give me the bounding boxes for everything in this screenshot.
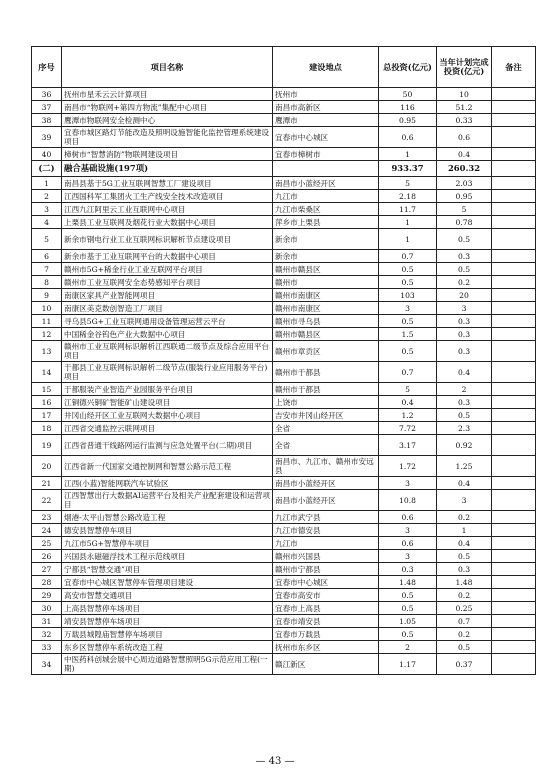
cell-seq: 36 bbox=[32, 88, 62, 101]
cell-plan: 0.3 bbox=[437, 315, 492, 328]
cell-total: 0.5 bbox=[379, 589, 437, 602]
table-row bbox=[32, 127, 536, 148]
cell-location: 赣州市兴国县 bbox=[273, 550, 379, 563]
cell-plan: 0.5 bbox=[437, 229, 492, 250]
cell-seq: 10 bbox=[32, 302, 62, 315]
cell-location: 赣州市寻乌县 bbox=[273, 315, 379, 328]
cell-seq: 16 bbox=[32, 396, 62, 409]
cell-note bbox=[492, 456, 536, 477]
cell-seq: 5 bbox=[32, 229, 62, 250]
cell-name: 南康区美克数创智造工厂项目 bbox=[62, 302, 273, 315]
cell-note bbox=[492, 302, 536, 315]
table-row bbox=[32, 289, 536, 302]
cell-note bbox=[492, 127, 536, 148]
cell-plan: 0.3 bbox=[437, 341, 492, 362]
table-row bbox=[32, 203, 536, 216]
cell-plan: 0.2 bbox=[437, 589, 492, 602]
cell-name: 江西省交通监控云联网项目 bbox=[62, 422, 273, 435]
cell-location: 赣州市南康区 bbox=[273, 289, 379, 302]
cell-name: 赣州市5G+稀金行业工业互联网平台项目 bbox=[62, 263, 273, 276]
table-row bbox=[32, 576, 536, 589]
cell-note bbox=[492, 490, 536, 511]
cell-seq: 11 bbox=[32, 315, 62, 328]
cell-note bbox=[492, 216, 536, 229]
cell-location bbox=[273, 161, 379, 177]
table-row bbox=[32, 550, 536, 563]
cell-plan: 2 bbox=[437, 383, 492, 396]
cell-location: 赣州市南康区 bbox=[273, 302, 379, 315]
cell-note bbox=[492, 524, 536, 537]
cell-total: 3 bbox=[379, 550, 437, 563]
cell-name: 南昌县基于5G工业互联网智慧工厂建设项目 bbox=[62, 177, 273, 190]
cell-seq: 19 bbox=[32, 435, 62, 456]
cell-location: 抚州市东乡区 bbox=[273, 641, 379, 654]
table-row bbox=[32, 302, 536, 315]
cell-total: 3.17 bbox=[379, 435, 437, 456]
cell-plan: 0.6 bbox=[437, 127, 492, 148]
cell-plan: 0.33 bbox=[437, 114, 492, 127]
cell-name: 南康区家具产业智能网项目 bbox=[62, 289, 273, 302]
cell-total: 0.6 bbox=[379, 127, 437, 148]
cell-note bbox=[492, 641, 536, 654]
cell-plan: 0.3 bbox=[437, 563, 492, 576]
table-row bbox=[32, 589, 536, 602]
table-row bbox=[32, 114, 536, 127]
cell-total: 1.48 bbox=[379, 576, 437, 589]
project-table bbox=[31, 46, 536, 675]
cell-name: 井冈山经开区工业互联网大数据中心项目 bbox=[62, 409, 273, 422]
cell-seq: 28 bbox=[32, 576, 62, 589]
document-sheet bbox=[31, 46, 535, 675]
cell-name: 樟树市“智慧消防”物联网建设项目 bbox=[62, 148, 273, 161]
cell-name: 赣州市工业互联网标识解析江西联通二级节点及综合应用平台项目 bbox=[62, 341, 273, 362]
cell-plan: 0.92 bbox=[437, 435, 492, 456]
cell-total: 2 bbox=[379, 641, 437, 654]
cell-name: 靖安县智慧停车场项目 bbox=[62, 615, 273, 628]
cell-name: 江西国科军工集团火工生产线安全技术改造项目 bbox=[62, 190, 273, 203]
cell-seq: 7 bbox=[32, 263, 62, 276]
cell-location: 九江市柴桑区 bbox=[273, 203, 379, 216]
cell-location: 九江市 bbox=[273, 190, 379, 203]
cell-total: 0.5 bbox=[379, 602, 437, 615]
cell-total: 1 bbox=[379, 229, 437, 250]
cell-plan: 3 bbox=[437, 490, 492, 511]
cell-total: 50 bbox=[379, 88, 437, 101]
cell-name: 上栗县工业互联网及烟花行业大数据中心项目 bbox=[62, 216, 273, 229]
cell-total: 0.6 bbox=[379, 537, 437, 550]
cell-plan: 1.25 bbox=[437, 456, 492, 477]
table-row bbox=[32, 524, 536, 537]
cell-note bbox=[492, 396, 536, 409]
cell-total: 103 bbox=[379, 289, 437, 302]
table-row bbox=[32, 315, 536, 328]
cell-total: 933.37 bbox=[379, 161, 437, 177]
cell-note bbox=[492, 615, 536, 628]
cell-seq: 30 bbox=[32, 602, 62, 615]
cell-location: 赣州市于都县 bbox=[273, 362, 379, 383]
table-row bbox=[32, 341, 536, 362]
cell-note bbox=[492, 203, 536, 216]
cell-seq: 12 bbox=[32, 328, 62, 341]
cell-total: 1.72 bbox=[379, 456, 437, 477]
cell-seq: 21 bbox=[32, 477, 62, 490]
table-row bbox=[32, 563, 536, 576]
cell-name: 宁都县“智慧交通”项目 bbox=[62, 563, 273, 576]
cell-plan: 1 bbox=[437, 524, 492, 537]
cell-location: 萍乡市上栗县 bbox=[273, 216, 379, 229]
cell-seq: 3 bbox=[32, 203, 62, 216]
cell-location: 赣州市 bbox=[273, 276, 379, 289]
cell-note bbox=[492, 341, 536, 362]
cell-name: 高安市智慧交通项目 bbox=[62, 589, 273, 602]
table-row bbox=[32, 216, 536, 229]
cell-location: 赣州市宁都县 bbox=[273, 563, 379, 576]
cell-name: 新余市钢电行业工业互联网标识解析节点建设项目 bbox=[62, 229, 273, 250]
cell-plan: 0.7 bbox=[437, 615, 492, 628]
cell-seq: 29 bbox=[32, 589, 62, 602]
cell-total: 116 bbox=[379, 101, 437, 114]
cell-seq: 24 bbox=[32, 524, 62, 537]
cell-name: 江西九江阿里云工业互联网中心项目 bbox=[62, 203, 273, 216]
cell-location: 新余市 bbox=[273, 250, 379, 263]
cell-seq: 15 bbox=[32, 383, 62, 396]
cell-note bbox=[492, 276, 536, 289]
cell-total: 0.3 bbox=[379, 563, 437, 576]
cell-total: 7.72 bbox=[379, 422, 437, 435]
cell-name: 江铜德兴铜矿智能矿山建设项目 bbox=[62, 396, 273, 409]
cell-note bbox=[492, 101, 536, 114]
cell-total: 0.5 bbox=[379, 263, 437, 276]
cell-seq: 37 bbox=[32, 101, 62, 114]
cell-location: 宜春市高安市 bbox=[273, 589, 379, 602]
table-row bbox=[32, 422, 536, 435]
cell-plan: 10 bbox=[437, 88, 492, 101]
cell-location: 九江市德安县 bbox=[273, 524, 379, 537]
cell-note bbox=[492, 148, 536, 161]
cell-note bbox=[492, 315, 536, 328]
cell-note bbox=[492, 654, 536, 675]
cell-location: 九江市 bbox=[273, 537, 379, 550]
cell-seq: 6 bbox=[32, 250, 62, 263]
table-row bbox=[32, 396, 536, 409]
cell-seq: 1 bbox=[32, 177, 62, 190]
table-header-row bbox=[32, 47, 536, 88]
cell-seq: 33 bbox=[32, 641, 62, 654]
cell-location: 赣州市赣县区 bbox=[273, 263, 379, 276]
table-row bbox=[32, 435, 536, 456]
cell-name: 江西省普通干线路网运行监测与应急处置平台(二期)项目 bbox=[62, 435, 273, 456]
header-name: 项目名称 bbox=[62, 47, 273, 88]
cell-plan: 260.32 bbox=[437, 161, 492, 177]
cell-seq: 39 bbox=[32, 127, 62, 148]
table-row bbox=[32, 148, 536, 161]
table-row bbox=[32, 101, 536, 114]
cell-name: 抚州市星禾云云计算项目 bbox=[62, 88, 273, 101]
table-row bbox=[32, 456, 536, 477]
table-row bbox=[32, 362, 536, 383]
cell-plan: 0.4 bbox=[437, 362, 492, 383]
cell-note bbox=[492, 383, 536, 396]
cell-seq: 2 bbox=[32, 190, 62, 203]
cell-note bbox=[492, 511, 536, 524]
cell-plan: 20 bbox=[437, 289, 492, 302]
cell-location: 宜春市樟树市 bbox=[273, 148, 379, 161]
cell-location: 赣州市章贡区 bbox=[273, 341, 379, 362]
cell-location: 宜春市靖安县 bbox=[273, 615, 379, 628]
cell-total: 1 bbox=[379, 216, 437, 229]
table-row bbox=[32, 409, 536, 422]
table-body bbox=[32, 88, 536, 675]
cell-name: 江西省新一代国家交通控制网和智慧公路示范工程 bbox=[62, 456, 273, 477]
cell-plan: 0.4 bbox=[437, 477, 492, 490]
cell-plan: 2.3 bbox=[437, 422, 492, 435]
cell-location: 赣江新区 bbox=[273, 654, 379, 675]
cell-seq: 40 bbox=[32, 148, 62, 161]
cell-name: 东乡区智慧停车系统改造工程 bbox=[62, 641, 273, 654]
cell-plan: 0.5 bbox=[437, 409, 492, 422]
cell-name: 南昌市“物联网+第四方物流”集配中心项目 bbox=[62, 101, 273, 114]
cell-seq: 22 bbox=[32, 490, 62, 511]
cell-note bbox=[492, 576, 536, 589]
page-number: — 43 — bbox=[255, 756, 295, 767]
cell-name: 宜春市中心城区智慧停车管理项目建设 bbox=[62, 576, 273, 589]
cell-plan: 0.5 bbox=[437, 263, 492, 276]
cell-seq: 17 bbox=[32, 409, 62, 422]
cell-note bbox=[492, 409, 536, 422]
cell-total: 0.4 bbox=[379, 396, 437, 409]
cell-total: 1.05 bbox=[379, 615, 437, 628]
table-row bbox=[32, 177, 536, 190]
cell-location: 南昌市、九江市、赣州市安远县 bbox=[273, 456, 379, 477]
table-row bbox=[32, 263, 536, 276]
table-row bbox=[32, 615, 536, 628]
cell-plan: 5 bbox=[437, 203, 492, 216]
cell-note bbox=[492, 422, 536, 435]
cell-total: 0.5 bbox=[379, 341, 437, 362]
table-row bbox=[32, 490, 536, 511]
cell-location: 赣州市赣县区 bbox=[273, 328, 379, 341]
cell-total: 0.6 bbox=[379, 511, 437, 524]
cell-note bbox=[492, 161, 536, 177]
cell-total: 3 bbox=[379, 477, 437, 490]
cell-plan: 0.2 bbox=[437, 511, 492, 524]
table-row bbox=[32, 602, 536, 615]
cell-total: 0.95 bbox=[379, 114, 437, 127]
cell-plan: 0.95 bbox=[437, 190, 492, 203]
cell-total: 0.5 bbox=[379, 276, 437, 289]
table-row bbox=[32, 229, 536, 250]
cell-name: 于都县工业互联网标识解析二级节点(服装行业应用服务平台)项目 bbox=[62, 362, 273, 383]
cell-total: 5 bbox=[379, 383, 437, 396]
table-row bbox=[32, 383, 536, 396]
cell-name: 新余市基于工业互联网平台的大数据中心项目 bbox=[62, 250, 273, 263]
cell-location: 宜春市中心城区 bbox=[273, 576, 379, 589]
header-total: 总投资(亿元) bbox=[379, 47, 437, 88]
cell-note bbox=[492, 177, 536, 190]
cell-location: 九江市武宁县 bbox=[273, 511, 379, 524]
cell-seq: 31 bbox=[32, 615, 62, 628]
cell-total: 0.5 bbox=[379, 315, 437, 328]
cell-location: 南昌市高新区 bbox=[273, 101, 379, 114]
cell-seq: 26 bbox=[32, 550, 62, 563]
cell-note bbox=[492, 477, 536, 490]
cell-location: 宜春市万载县 bbox=[273, 628, 379, 641]
cell-name: 寻乌县5G+工业互联网通用设备管理运营云平台 bbox=[62, 315, 273, 328]
cell-note bbox=[492, 114, 536, 127]
table-row bbox=[32, 641, 536, 654]
cell-total: 11.7 bbox=[379, 203, 437, 216]
cell-plan: 0.3 bbox=[437, 328, 492, 341]
cell-total: 1 bbox=[379, 148, 437, 161]
table-row bbox=[32, 537, 536, 550]
cell-name: 中医药科创城会展中心周边道路智慧照明5G示范应用工程(一期) bbox=[62, 654, 273, 675]
cell-note bbox=[492, 537, 536, 550]
cell-location: 宜春市中心城区 bbox=[273, 127, 379, 148]
cell-note bbox=[492, 435, 536, 456]
cell-name: 于都服装产业智造产业园服务平台项目 bbox=[62, 383, 273, 396]
cell-location: 南昌市小蓝经开区 bbox=[273, 490, 379, 511]
header-note: 备注 bbox=[492, 47, 536, 88]
cell-location: 宜春市上高县 bbox=[273, 602, 379, 615]
cell-location: 上饶市 bbox=[273, 396, 379, 409]
cell-location: 全省 bbox=[273, 435, 379, 456]
cell-total: 1.5 bbox=[379, 328, 437, 341]
cell-seq: (二) bbox=[32, 161, 62, 177]
cell-note bbox=[492, 263, 536, 276]
cell-location: 鹰潭市 bbox=[273, 114, 379, 127]
header-plan: 当年计划完成投资(亿元) bbox=[437, 47, 492, 88]
cell-plan: 0.3 bbox=[437, 396, 492, 409]
cell-location: 南昌市小蓝经开区 bbox=[273, 477, 379, 490]
cell-seq: 18 bbox=[32, 422, 62, 435]
cell-location: 南昌市小蓝经开区 bbox=[273, 177, 379, 190]
cell-seq: 23 bbox=[32, 511, 62, 524]
cell-note bbox=[492, 289, 536, 302]
table-row bbox=[32, 511, 536, 524]
cell-seq: 14 bbox=[32, 362, 62, 383]
table-row bbox=[32, 654, 536, 675]
table-row bbox=[32, 190, 536, 203]
cell-name: 德安县智慧停车项目 bbox=[62, 524, 273, 537]
cell-plan: 0.78 bbox=[437, 216, 492, 229]
cell-note bbox=[492, 88, 536, 101]
cell-name: 宜春市城区路灯节能改造及照明设施智能化监控管理系统建设项目 bbox=[62, 127, 273, 148]
header-location: 建设地点 bbox=[273, 47, 379, 88]
table-row bbox=[32, 477, 536, 490]
cell-note bbox=[492, 190, 536, 203]
cell-total: 3 bbox=[379, 302, 437, 315]
cell-name: 兴国县永磁磁浮技术工程示范线项目 bbox=[62, 550, 273, 563]
cell-seq: 9 bbox=[32, 289, 62, 302]
cell-total: 0.7 bbox=[379, 250, 437, 263]
cell-name: 赣州市工业互联网安全态势感知平台项目 bbox=[62, 276, 273, 289]
cell-name: 万载县城隍庙智慧停车场项目 bbox=[62, 628, 273, 641]
cell-note bbox=[492, 563, 536, 576]
cell-seq: 13 bbox=[32, 341, 62, 362]
cell-seq: 38 bbox=[32, 114, 62, 127]
cell-location: 吉安市井冈山经开区 bbox=[273, 409, 379, 422]
cell-name: 融合基础设施(197项) bbox=[62, 161, 273, 177]
cell-plan: 0.4 bbox=[437, 148, 492, 161]
cell-name: 上高县智慧停车场项目 bbox=[62, 602, 273, 615]
cell-total: 0.7 bbox=[379, 362, 437, 383]
cell-seq: 20 bbox=[32, 456, 62, 477]
cell-seq: 27 bbox=[32, 563, 62, 576]
cell-name: 烟港-太平山智慧公路改造工程 bbox=[62, 511, 273, 524]
header-seq: 序号 bbox=[32, 47, 62, 88]
cell-location: 抚州市 bbox=[273, 88, 379, 101]
cell-name: 江西智慧出行大数据AI运营平台及相关产业配套建设和运营项目 bbox=[62, 490, 273, 511]
cell-plan: 0.2 bbox=[437, 276, 492, 289]
table-row bbox=[32, 276, 536, 289]
cell-note bbox=[492, 589, 536, 602]
cell-plan: 0.4 bbox=[437, 537, 492, 550]
cell-seq: 4 bbox=[32, 216, 62, 229]
cell-note bbox=[492, 550, 536, 563]
cell-name: 中国稀金谷钨色产业大数据中心项目 bbox=[62, 328, 273, 341]
cell-plan: 3 bbox=[437, 302, 492, 315]
cell-plan: 51.2 bbox=[437, 101, 492, 114]
cell-plan: 0.2 bbox=[437, 628, 492, 641]
cell-total: 0.5 bbox=[379, 628, 437, 641]
cell-location: 全省 bbox=[273, 422, 379, 435]
cell-seq: 8 bbox=[32, 276, 62, 289]
cell-seq: 25 bbox=[32, 537, 62, 550]
cell-total: 3 bbox=[379, 524, 437, 537]
cell-location: 赣州市于都县 bbox=[273, 383, 379, 396]
cell-total: 10.8 bbox=[379, 490, 437, 511]
cell-note bbox=[492, 362, 536, 383]
cell-plan: 0.25 bbox=[437, 602, 492, 615]
cell-location: 新余市 bbox=[273, 229, 379, 250]
cell-note bbox=[492, 250, 536, 263]
cell-plan: 0.5 bbox=[437, 641, 492, 654]
cell-seq: 32 bbox=[32, 628, 62, 641]
cell-name: 九江市5G+智慧停车项目 bbox=[62, 537, 273, 550]
cell-plan: 0.5 bbox=[437, 550, 492, 563]
cell-total: 5 bbox=[379, 177, 437, 190]
cell-seq: 34 bbox=[32, 654, 62, 675]
cell-note bbox=[492, 229, 536, 250]
cell-name: 鹰潭市物联网安全检测中心 bbox=[62, 114, 273, 127]
table-row bbox=[32, 250, 536, 263]
table-row bbox=[32, 88, 536, 101]
cell-total: 1.2 bbox=[379, 409, 437, 422]
cell-plan: 0.37 bbox=[437, 654, 492, 675]
cell-note bbox=[492, 628, 536, 641]
cell-total: 2.18 bbox=[379, 190, 437, 203]
table-row bbox=[32, 328, 536, 341]
cell-name: 江西(小蓝)智能网联汽车试验区 bbox=[62, 477, 273, 490]
cell-total: 1.17 bbox=[379, 654, 437, 675]
cell-note bbox=[492, 328, 536, 341]
cell-plan: 0.3 bbox=[437, 250, 492, 263]
cell-plan: 2.03 bbox=[437, 177, 492, 190]
cell-note bbox=[492, 602, 536, 615]
table-row bbox=[32, 628, 536, 641]
cell-plan: 1.48 bbox=[437, 576, 492, 589]
section-row bbox=[32, 161, 536, 177]
